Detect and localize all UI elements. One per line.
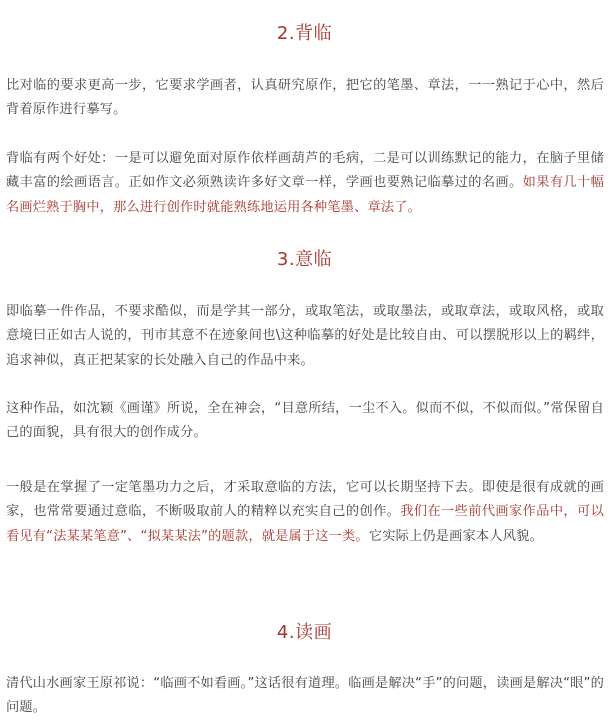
section-heading-back-copy: 2.背临 [276, 23, 333, 44]
highlighted-text: 如果有几十幅名画烂熟于胸中，那么进行创作时就能熟练地运用各种笔墨、章法了。 [6, 175, 604, 215]
section-heading-reading: 4.读画 [276, 622, 333, 643]
paragraph-free-copy-intro: 即临摹一件作品，不要求酷似，而是学其一部分，或取笔法，或取墨法，或取章法，或取风格，或取意境曰正如古人说的，刊市其意不在迹象间也\这种临摹的好处是比较自由、可以摆脱形以上的羁绊，追求神似，真正把某家的长处融入自己的作品中来。 [6, 304, 604, 368]
paragraph-text: 一般是在掌握了一定笔墨功力之后，才采取意临的方法，它可以长期坚持下去。即使是很有成就的画家，也常常要通过意临，不断吸取前人的精粹以充实自己的创作。 [6, 480, 604, 520]
paragraph-free-copy-practice [6, 476, 604, 549]
paragraph-reading-intro: 清代山水画家王原祁说：“临画不如看画。”这话很有道理。临画是解决“手”的问题，读画是解决“眼”的问题。 [6, 676, 604, 716]
paragraph-text: 它实际上仍是画家本人风貌。 [368, 528, 543, 544]
highlighted-text: 我们在一些前代画家作品中，可以看见有“法某某笔意”、“拟某某法”的题款，就是属于这一类。 [6, 504, 604, 544]
paragraph-free-copy-quote: 这种作品，如沈颖《画谨》所说，全在神会，“目意所结，一尘不入。似而不似，不似而似。”常保留自己的面貌，具有很大的创作成分。 [6, 401, 604, 441]
paragraph-text: 背临有两个好处：一是可以避免面对原作依样画葫芦的毛病，二是可以训练默记的能力，在脑子里储藏丰富的绘画语言。正如作文必须熟读许多好文章一样，学画也要熟记临摹过的名画。 [6, 151, 604, 191]
section-heading-free-copy: 3.意临 [276, 249, 333, 270]
paragraph-back-copy-intro: 比对临的要求更高一步，它要求学画者，认真研究原作，把它的笔墨、章法，一一熟记于心中，然后背着原作进行摹写。 [6, 78, 604, 118]
paragraph-back-copy-benefits [6, 147, 604, 220]
